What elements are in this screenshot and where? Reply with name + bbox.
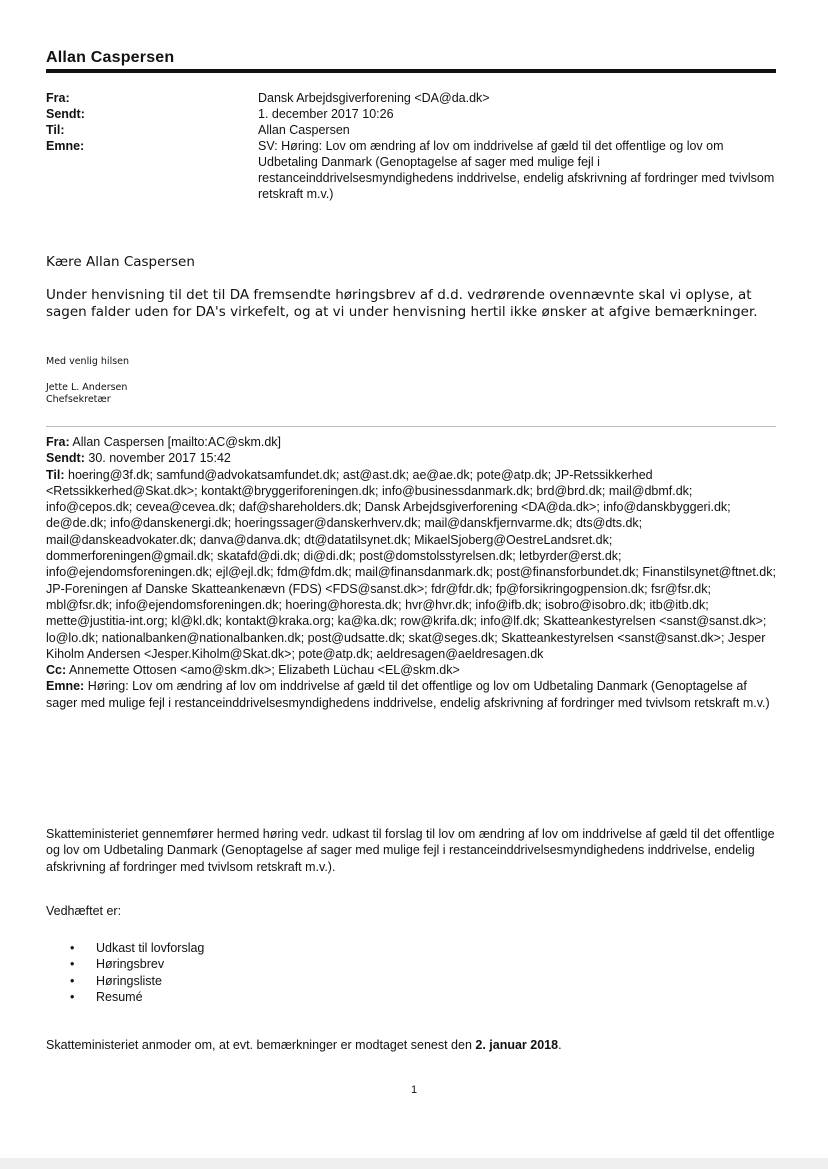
deadline-date: 2. januar 2018 xyxy=(475,1038,559,1052)
bullet-icon: • xyxy=(70,941,75,955)
header-value: 1. december 2017 10:26 xyxy=(258,107,394,121)
header-sent xyxy=(46,106,776,122)
fwd-subject: Emne: Høring: Lov om ændring af lov om inddrivelse af gæld til det offentlige og lov om Udbetaling Danmark (Genoptagelse af sager med mulige fejl i restanceinddrivelsesmyndighedens inddrivelse, endelig afskrivning af fordringer med tvivlsom retskraft m.v.) xyxy=(46,679,770,710)
forwarded-headers xyxy=(46,434,776,711)
header-rule xyxy=(46,69,776,73)
list-item: • Udkast til lovforslag xyxy=(46,940,204,956)
bullet-icon: • xyxy=(70,989,75,1004)
fwd-to: Til: hoering@3f.dk; samfund@advokatsamfundet.dk; ast@ast.dk; ae@ae.dk; pote@atp.dk; JP-Retssikkerhed <Retssikkerhed@Skat.dk>; kontakt@bryggeriforeningen.dk; info@businessdanmark.dk; brd@brd.dk; mail@dbmf.dk; info@cepos.dk; cevea@cevea.dk; daf@shareholders.dk; Dansk Arbejdsgiverforening <DA@da.dk>; info@danskbyggeri.dk; de@de.dk; info@danskenergi.dk; hoeringssager@danskerhverv.dk; mail@danskfjernvarme.dk; dts@dts.dk; mail@danskeadvokater.dk; danva@danva.dk; dt@datatilsynet.dk; MikaelSjoberg@OestreLandsret.dk; dommerforeningen@gmail.dk; skatafd@di.dk; di@di.dk; post@domstolsstyrelsen.dk; letbyrder@erst.dk; info@ejendomsforeningen.dk; ejl@ejl.dk; fdm@fdm.dk; mail@finansdanmark.dk; post@finansforbundet.dk; Finanstilsynet@ftnet.dk; JP-Foreningen af Danske Skatteankenævn (FDS) <FDS@sanst.dk>; fdr@fdr.dk; fp@forsikringogpension.dk; fsr@fsr.dk; mbl@fsr.dk; info@ejendomsforeningen.dk; hoering@horesta.dk; hvr@hvr.dk; info@ifb.dk; isobro@isobro.dk; itb@itb.dk; mette@justitia-int.org; kl@kl.dk; kontakt@kraka.org; ka@ka.dk; row@krifa.dk; info@lf.dk; Skatteankestyrelsen <sanst@sanst.dk>; lo@lo.dk; nationalbanken@nationalbanken.dk; post@udsatte.dk; skat@seges.dk; Skatteankestyrelsen <sanst@sanst.dk>; Jesper Kiholm Andersen <Jesper.Kiholm@Skat.dk>; pote@atp.dk; aeldresagen@aeldresagen.dk xyxy=(46,467,776,661)
list-item: • Høringsliste xyxy=(46,973,204,989)
document-owner-name: Allan Caspersen xyxy=(46,49,175,66)
page-number: 1 xyxy=(410,1084,418,1096)
header-subject xyxy=(46,138,776,202)
fwd-sent: Sendt: 30. november 2017 15:42 xyxy=(46,451,231,466)
header-from xyxy=(46,90,776,106)
header-value: Allan Caspersen xyxy=(258,123,350,137)
attachment-list xyxy=(46,940,204,1005)
message-divider xyxy=(46,426,776,427)
fwd-from: Fra: Allan Caspersen [mailto:AC@skm.dk] xyxy=(46,435,282,449)
attached-label: Vedhæftet er: xyxy=(46,904,122,918)
reply-body: Under henvisning til det til DA fremsendte høringsbrev af d.d. vedrørende ovennævnte skal vi oplyse, at sagen falder uden for DA's virkefelt, og at vi under henvisning hertil ikke ønsker at afgive bemærkninger. xyxy=(46,287,758,320)
signature-title: Chefsekretær xyxy=(46,394,111,405)
deadline-sentence: Skatteministeriet anmoder om, at evt. bemærkninger er modtaget senest den 2. januar 2018. xyxy=(46,1038,562,1052)
email-headers xyxy=(46,90,776,202)
list-item: • Høringsbrev xyxy=(46,956,204,972)
list-item: • Resumé xyxy=(46,989,204,1005)
reply-signature xyxy=(46,382,127,406)
header-label: Fra: xyxy=(46,91,70,105)
header-to xyxy=(46,122,776,138)
bullet-icon: • xyxy=(70,957,75,972)
signature-name: Jette L. Andersen xyxy=(46,382,128,393)
header-label: Sendt: xyxy=(46,107,85,121)
scan-edge-shade xyxy=(0,1158,828,1169)
bullet-icon: • xyxy=(70,973,75,988)
reply-closing: Med venlig hilsen xyxy=(46,356,130,367)
header-value: Dansk Arbejdsgiverforening <DA@da.dk> xyxy=(258,91,490,105)
fwd-cc: Cc: Annemette Ottosen <amo@skm.dk>; Elizabeth Lüchau <EL@skm.dk> xyxy=(46,663,460,678)
reply-greeting: Kære Allan Caspersen xyxy=(46,254,195,270)
header-label: Emne: xyxy=(46,139,85,153)
forwarded-body: Skatteministeriet gennemfører hermed høring vedr. udkast til forslag til lov om ændring af lov om inddrivelse af gæld til det offentlige og lov om Udbetaling Danmark (Genoptagelse af sager med mulige fejl i restanceinddrivelsesmyndighedens inddrivelse, endelig afskrivning af fordringer med tvivlsom retskraft m.v.). xyxy=(46,827,775,874)
header-value: SV: Høring: Lov om ændring af lov om inddrivelse af gæld til det offentlige og lov om Udbetaling Danmark (Genoptagelse af sager med mulige fejl i restanceinddrivelsesmyndighedens inddrivelse, endelig afskrivning af fordringer med tvivlsom retskraft m.v.) xyxy=(258,139,775,201)
header-label: Til: xyxy=(46,123,65,137)
